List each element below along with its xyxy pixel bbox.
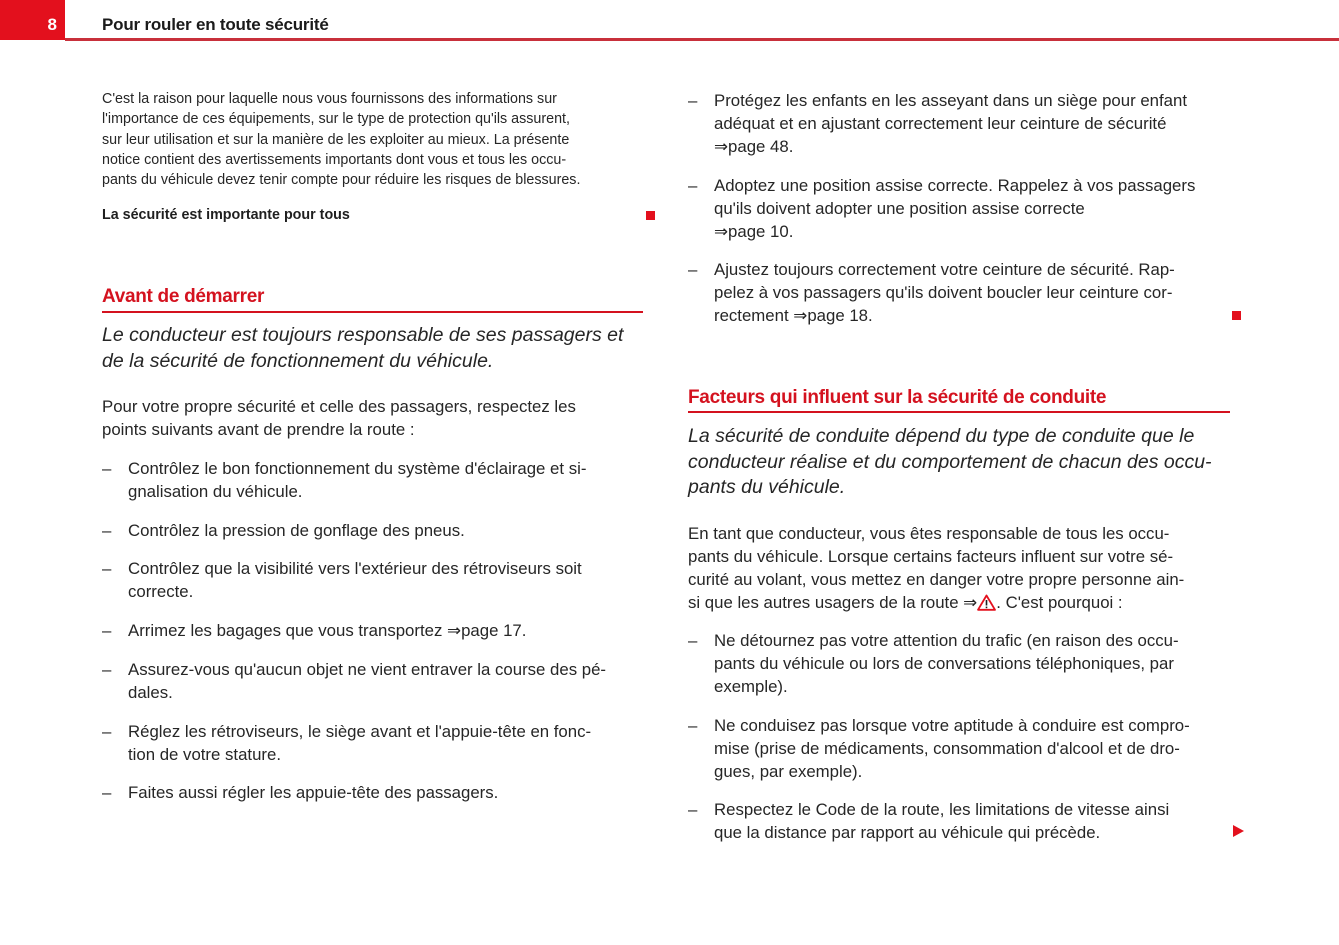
text-line: Ne détournez pas votre attention du trafic (en raison des occu- [714,631,1179,650]
text-line: conducteur réalise et du comportement de chacun des occu- [688,450,1212,473]
page-header [0,0,1339,42]
dash-bullet: – [688,800,698,819]
page-reference-line: ⇒page 10. [714,222,794,241]
text-line: Assurez-vous qu'aucun objet ne vient entraver la course des pé- [128,660,607,679]
dash-bullet: – [688,631,698,650]
dash-bullet: – [688,260,698,279]
continued-arrow-icon [1233,825,1244,837]
text-line: points suivants avant de prendre la route : [102,420,415,439]
section-intro [102,323,647,374]
page-number: 8 [47,15,57,34]
text-line: correcte. [128,582,194,601]
text-line: gues, par exemple). [714,762,863,781]
dash-bullet: – [102,521,112,540]
section-heading: Facteurs qui influent sur la sécurité de conduite [688,387,1107,408]
warning-triangle-icon [977,594,996,617]
section-heading: Avant de démarrer [102,286,265,307]
text-line: Contrôlez le bon fonctionnement du système d'éclairage et si- [128,459,587,478]
dash-bullet: – [102,559,112,578]
text-line: dales. [128,683,173,702]
text-line: Pour votre propre sécurité et celle des passagers, respectez les [102,397,576,416]
page-reference-line: ⇒page 48. [714,137,794,156]
page-reference-line: Arrimez les bagages que vous transportez ⇒page 17. [128,621,527,640]
text-line: tion de votre stature. [128,745,281,764]
dash-bullet: – [102,660,112,679]
end-of-section-icon [1232,311,1241,320]
dash-bullet: – [102,621,112,640]
text-fragment: . C'est pourquoi : [996,593,1123,612]
text-line: Protégez les enfants en les asseyant dans un siège pour enfant [714,91,1187,110]
text-line: C'est la raison pour laquelle nous vous fournissons des informations sur [102,91,557,107]
header-divider [65,38,1339,41]
section-intro [688,424,1238,501]
text-line: qu'ils doivent adopter une position assise correcte [714,199,1085,218]
section-heading-rule [688,411,1230,413]
dash-bullet: – [688,91,698,110]
text-line: mise (prise de médicaments, consommation d'alcool et de dro- [714,739,1180,758]
text-line: adéquat et en ajustant correctement leur ceinture de sécurité [714,114,1167,133]
text-line: l'importance de ces équipements, sur le type de protection qu'ils assurent, [102,111,570,128]
text-line: pants du véhicule devez tenir compte pour réduire les risques de blessures. [102,172,581,189]
dash-bullet: – [688,176,698,195]
text-line: Faites aussi régler les appuie-tête des passagers. [128,783,499,802]
chapter-title: Pour rouler en toute sécurité [102,15,329,34]
dash-bullet: – [102,783,112,802]
text-line: pants du véhicule. [688,476,846,498]
text-line: En tant que conducteur, vous êtes responsable de tous les occu- [688,524,1170,543]
dash-bullet: – [102,722,112,741]
text-line: sur leur utilisation et sur la manière de les exploiter au mieux. La présente [102,131,570,148]
text-line: exemple). [714,677,788,696]
text-line: gnalisation du véhicule. [128,482,303,501]
section-paragraph [102,395,647,441]
text-line [688,591,1238,617]
page-number-tab [0,0,65,40]
text-line: pelez à vos passagers qu'ils doivent boucler leur ceinture cor- [714,283,1173,302]
page-reference-line: rectement ⇒page 18. [714,306,873,325]
text-line: Ne conduisez pas lorsque votre aptitude à conduire est compro- [714,716,1190,735]
end-of-section-icon [646,211,655,220]
section-paragraph [688,522,1238,617]
text-line: pants du véhicule. Lorsque certains facteurs influent sur votre sé- [688,547,1174,566]
dash-bullet: – [688,716,698,735]
opening-paragraph [102,89,647,190]
text-line: La sécurité de conduite dépend du type de conduite que le [688,425,1195,447]
text-line: que la distance par rapport au véhicule qui précède. [714,823,1101,842]
section-heading-rule [102,311,643,313]
text-line: de la sécurité de fonctionnement du véhicule. [102,349,494,372]
text-fragment: si que les autres usagers de la route ⇒ [688,593,978,612]
text-line: Adoptez une position assise correcte. Rappelez à vos passagers [714,176,1196,195]
text-line: pants du véhicule ou lors de conversations téléphoniques, par [714,654,1174,673]
text-line: curité au volant, vous mettez en danger votre propre personne ain- [688,570,1185,589]
closing-bold-line: La sécurité est importante pour tous [102,207,350,223]
dash-bullet: – [102,459,112,478]
text-line: Ajustez toujours correctement votre ceinture de sécurité. Rap- [714,260,1175,279]
text-line: Respectez le Code de la route, les limitations de vitesse ainsi [714,800,1170,819]
text-line: notice contient des avertissements importants dont vous et tous les occu- [102,151,567,168]
text-line: Le conducteur est toujours responsable de ses passagers et [102,324,624,346]
text-line: Contrôlez la pression de gonflage des pneus. [128,521,465,540]
text-line: Contrôlez que la visibilité vers l'extérieur des rétroviseurs soit [128,559,582,578]
text-line: Réglez les rétroviseurs, le siège avant et l'appuie-tête en fonc- [128,722,592,741]
